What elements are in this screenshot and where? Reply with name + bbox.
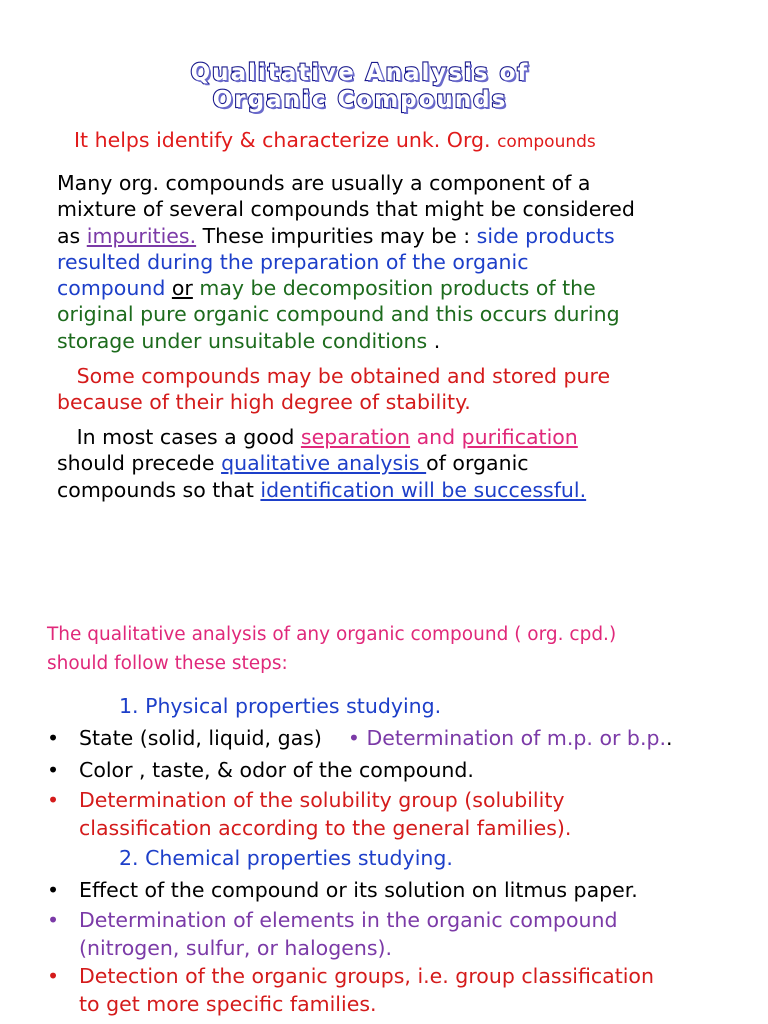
list-item-text: classification according to the general families). (79, 816, 572, 840)
compound-term: compound (57, 276, 166, 301)
p2-line: Some compounds may be obtained and stored pure (76, 364, 611, 388)
p3-text: should precede (57, 451, 222, 476)
p1-text: may be decomposition products of the (192, 276, 596, 301)
paragraph-impurities (57, 170, 747, 354)
side-products-term: side products (476, 223, 615, 248)
p1-line: storage under unsuitable conditions (57, 328, 428, 353)
p3-text: and (410, 425, 462, 449)
list-item-tail: . (666, 726, 673, 750)
paragraph-separation (57, 424, 747, 503)
list-item-inline: • Determination of m.p. or b.p. (347, 726, 666, 750)
list-item-text: Detection of the organic groups, i.e. group classification (79, 964, 654, 988)
list-item (47, 962, 762, 1018)
subtitle-small: compounds (497, 132, 596, 152)
p1-line: original pure organic compound and this occurs during (57, 302, 620, 327)
p2-line: because of their high degree of stability. (57, 390, 471, 415)
bullet-icon: • (47, 758, 60, 782)
p3-text: of organic (426, 451, 529, 476)
list-item (47, 722, 762, 754)
impurities-term: impurities. (86, 223, 197, 248)
step-heading-chemical: 2. Chemical properties studying. (119, 846, 453, 870)
list-item-text: Color , taste, & odor of the compound. (79, 758, 474, 782)
list-item-text: Determination of elements in the organic compound (79, 908, 618, 932)
bullet-icon: • (47, 878, 60, 902)
list-item-text: (nitrogen, sulfur, or halogens). (79, 936, 393, 960)
list-item-text: Effect of the compound or its solution on litmus paper. (79, 878, 638, 902)
purification-term: purification (461, 425, 578, 449)
intro-line: The qualitative analysis of any organic compound ( org. cpd.) (47, 624, 617, 645)
bullet-icon: • (47, 726, 60, 750)
or-term: or (171, 276, 193, 301)
list-item-text: State (solid, liquid, gas) (79, 726, 322, 750)
identification-term: identification will be successful. (260, 477, 587, 502)
list-item-text: to get more specific families. (79, 992, 377, 1016)
subtitle-main: It helps identify & characterize unk. Org. (74, 128, 491, 152)
p3-text: In most cases a good (76, 425, 301, 449)
bullet-icon: • (47, 908, 60, 932)
list-item-text: Determination of the solubility group (solubility (79, 788, 565, 812)
p1-text: as (57, 223, 87, 248)
bullet-icon: • (47, 964, 60, 988)
list-item (47, 906, 762, 962)
p1-text: These impurities may be : (196, 223, 477, 248)
list-item (47, 754, 762, 786)
p1-line: resulted during the preparation of the organic (57, 249, 529, 274)
p1-line: mixture of several compounds that might be considered (57, 197, 635, 222)
subtitle (74, 128, 596, 152)
p1-text: . (427, 328, 441, 353)
list-item (47, 874, 762, 906)
separation-term: separation (300, 425, 411, 449)
qualitative-analysis-term: qualitative analysis (221, 451, 427, 476)
page-title-line-1: Qualitative Analysis of (190, 60, 530, 86)
steps-list (47, 690, 762, 1018)
steps-intro (47, 620, 616, 678)
p1-line: Many org. compounds are usually a component of a (57, 171, 591, 195)
p3-text: compounds so that (57, 477, 261, 502)
bullet-icon: • (47, 788, 60, 812)
intro-line: should follow these steps: (47, 653, 288, 674)
step-heading-physical: 1. Physical properties studying. (119, 694, 442, 718)
list-item (47, 786, 762, 842)
paragraph-stability (57, 363, 747, 416)
page-title-line-2: Organic Compounds (212, 87, 508, 113)
